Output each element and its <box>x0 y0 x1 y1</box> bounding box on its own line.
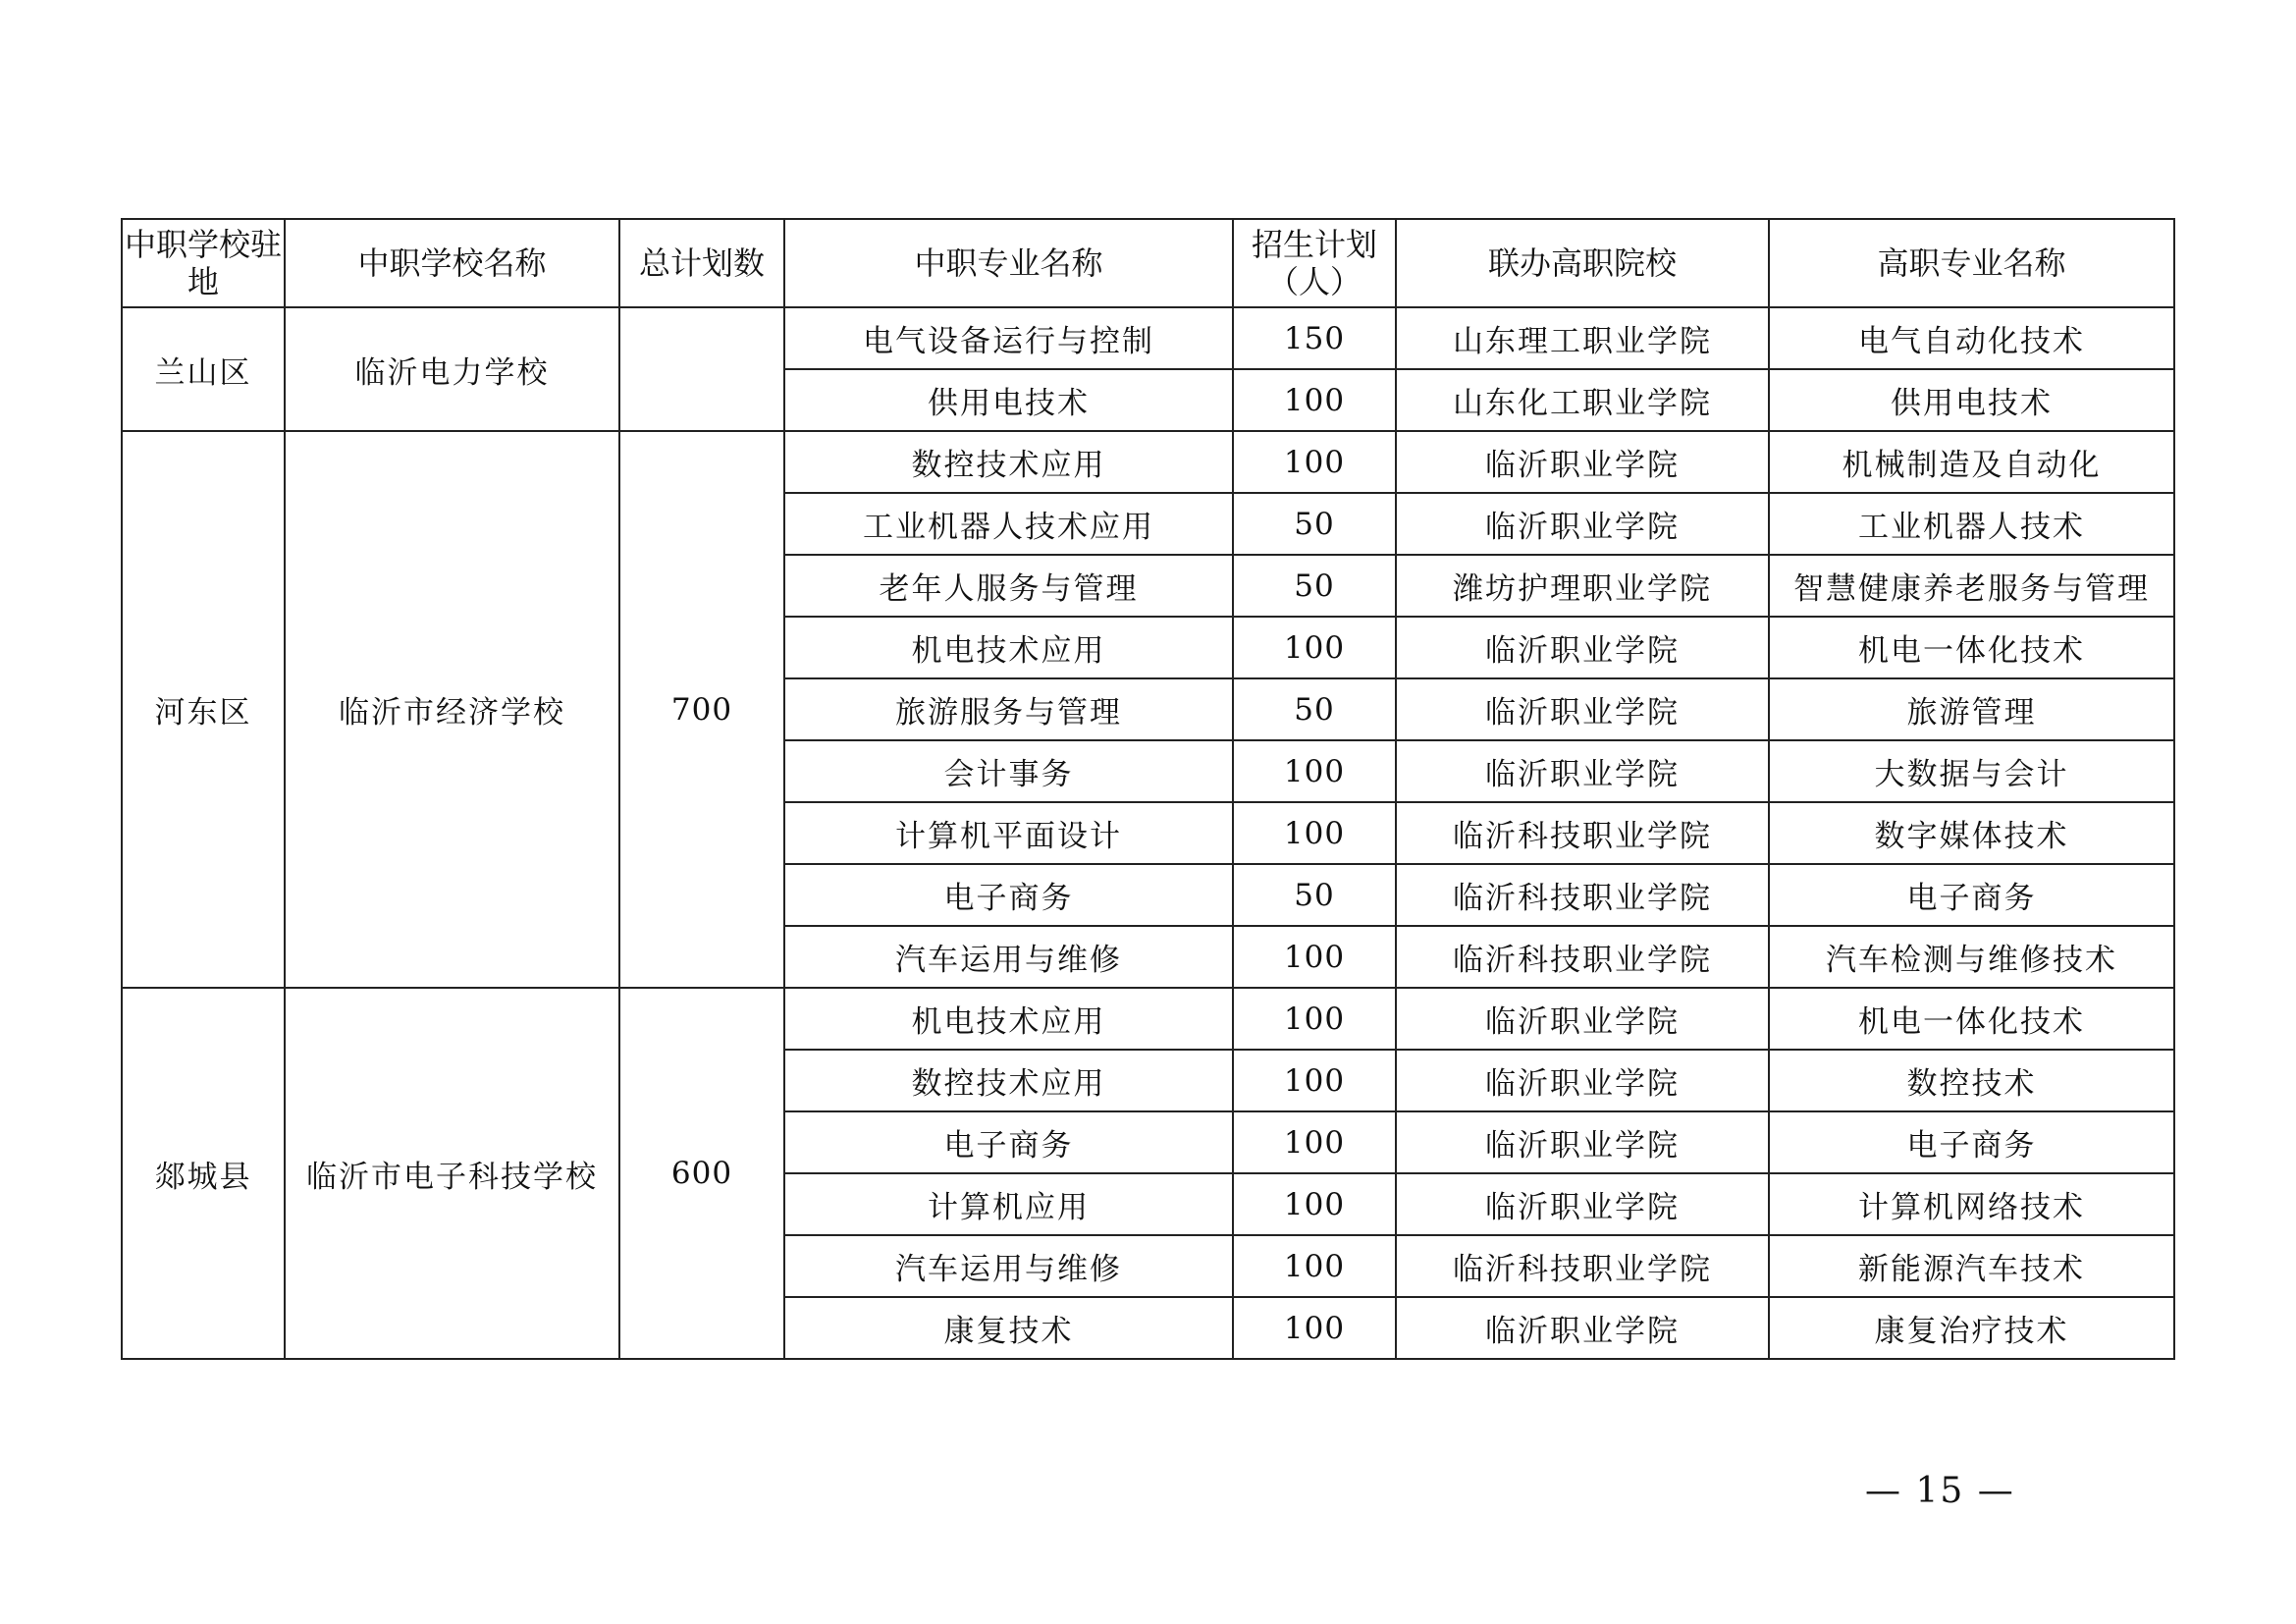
major-cell: 计算机平面设计 <box>784 802 1233 864</box>
table-row <box>122 431 2174 493</box>
major-cell: 老年人服务与管理 <box>784 555 1233 617</box>
plan-cell: 100 <box>1233 1111 1396 1173</box>
header-school: 中职学校名称 <box>285 219 619 307</box>
college-major-cell: 智慧健康养老服务与管理 <box>1769 555 2174 617</box>
location-cell: 兰山区 <box>122 307 285 431</box>
plan-cell: 150 <box>1233 307 1396 369</box>
major-cell: 机电技术应用 <box>784 617 1233 678</box>
major-cell: 供用电技术 <box>784 369 1233 431</box>
college-cell: 临沂职业学院 <box>1396 617 1769 678</box>
header-total: 总计划数 <box>619 219 784 307</box>
table-row <box>122 988 2174 1050</box>
college-major-cell: 康复治疗技术 <box>1769 1297 2174 1359</box>
school-name-cell: 临沂电力学校 <box>285 307 619 431</box>
college-cell: 临沂职业学院 <box>1396 1111 1769 1173</box>
plan-cell: 50 <box>1233 864 1396 926</box>
college-major-cell: 大数据与会计 <box>1769 740 2174 802</box>
college-cell: 临沂职业学院 <box>1396 1173 1769 1235</box>
major-cell: 汽车运用与维修 <box>784 926 1233 988</box>
major-cell: 旅游服务与管理 <box>784 678 1233 740</box>
college-cell: 山东化工职业学院 <box>1396 369 1769 431</box>
plan-cell: 100 <box>1233 740 1396 802</box>
college-major-cell: 旅游管理 <box>1769 678 2174 740</box>
major-cell: 康复技术 <box>784 1297 1233 1359</box>
major-cell: 工业机器人技术应用 <box>784 493 1233 555</box>
college-major-cell: 工业机器人技术 <box>1769 493 2174 555</box>
college-cell: 潍坊护理职业学院 <box>1396 555 1769 617</box>
plan-cell: 100 <box>1233 988 1396 1050</box>
plan-cell: 50 <box>1233 555 1396 617</box>
college-cell: 临沂职业学院 <box>1396 988 1769 1050</box>
college-major-cell: 电子商务 <box>1769 864 2174 926</box>
college-cell: 临沂职业学院 <box>1396 1050 1769 1111</box>
table-row <box>122 307 2174 369</box>
plan-cell: 50 <box>1233 493 1396 555</box>
location-cell: 郯城县 <box>122 988 285 1359</box>
header-row <box>122 219 2174 307</box>
college-major-cell: 供用电技术 <box>1769 369 2174 431</box>
header-location: 中职学校驻地 <box>122 219 285 307</box>
location-cell: 河东区 <box>122 431 285 988</box>
major-cell: 会计事务 <box>784 740 1233 802</box>
plan-cell: 100 <box>1233 369 1396 431</box>
plan-cell: 100 <box>1233 1050 1396 1111</box>
college-major-cell: 机电一体化技术 <box>1769 988 2174 1050</box>
major-cell: 电气设备运行与控制 <box>784 307 1233 369</box>
college-cell: 临沂职业学院 <box>1396 431 1769 493</box>
college-major-cell: 数字媒体技术 <box>1769 802 2174 864</box>
plan-cell: 100 <box>1233 1297 1396 1359</box>
plan-cell: 100 <box>1233 1173 1396 1235</box>
header-college-major: 高职专业名称 <box>1769 219 2174 307</box>
college-cell: 临沂职业学院 <box>1396 740 1769 802</box>
header-major: 中职专业名称 <box>784 219 1233 307</box>
major-cell: 电子商务 <box>784 864 1233 926</box>
plan-cell: 100 <box>1233 617 1396 678</box>
major-cell: 数控技术应用 <box>784 1050 1233 1111</box>
college-major-cell: 计算机网络技术 <box>1769 1173 2174 1235</box>
college-major-cell: 机械制造及自动化 <box>1769 431 2174 493</box>
plan-cell: 100 <box>1233 802 1396 864</box>
college-cell: 临沂职业学院 <box>1396 493 1769 555</box>
college-cell: 山东理工职业学院 <box>1396 307 1769 369</box>
major-cell: 数控技术应用 <box>784 431 1233 493</box>
major-cell: 电子商务 <box>784 1111 1233 1173</box>
total-plan-cell: 600 <box>619 988 784 1359</box>
college-cell: 临沂科技职业学院 <box>1396 864 1769 926</box>
header-plan: 招生计划（人） <box>1233 219 1396 307</box>
major-cell: 汽车运用与维修 <box>784 1235 1233 1297</box>
college-major-cell: 电气自动化技术 <box>1769 307 2174 369</box>
plan-cell: 100 <box>1233 926 1396 988</box>
college-cell: 临沂职业学院 <box>1396 1297 1769 1359</box>
college-cell: 临沂职业学院 <box>1396 678 1769 740</box>
total-plan-cell: 700 <box>619 431 784 988</box>
page-number: — 15 — <box>1865 1471 2015 1511</box>
plan-cell: 100 <box>1233 431 1396 493</box>
plan-cell: 100 <box>1233 1235 1396 1297</box>
college-major-cell: 数控技术 <box>1769 1050 2174 1111</box>
school-name-cell: 临沂市经济学校 <box>285 431 619 988</box>
enrollment-plan-table <box>121 218 2175 1360</box>
header-college: 联办高职院校 <box>1396 219 1769 307</box>
college-major-cell: 汽车检测与维修技术 <box>1769 926 2174 988</box>
major-cell: 机电技术应用 <box>784 988 1233 1050</box>
college-major-cell: 电子商务 <box>1769 1111 2174 1173</box>
table-body <box>122 307 2174 1359</box>
college-cell: 临沂科技职业学院 <box>1396 926 1769 988</box>
college-cell: 临沂科技职业学院 <box>1396 1235 1769 1297</box>
plan-cell: 50 <box>1233 678 1396 740</box>
major-cell: 计算机应用 <box>784 1173 1233 1235</box>
total-plan-cell <box>619 307 784 431</box>
college-cell: 临沂科技职业学院 <box>1396 802 1769 864</box>
college-major-cell: 新能源汽车技术 <box>1769 1235 2174 1297</box>
school-name-cell: 临沂市电子科技学校 <box>285 988 619 1359</box>
college-major-cell: 机电一体化技术 <box>1769 617 2174 678</box>
